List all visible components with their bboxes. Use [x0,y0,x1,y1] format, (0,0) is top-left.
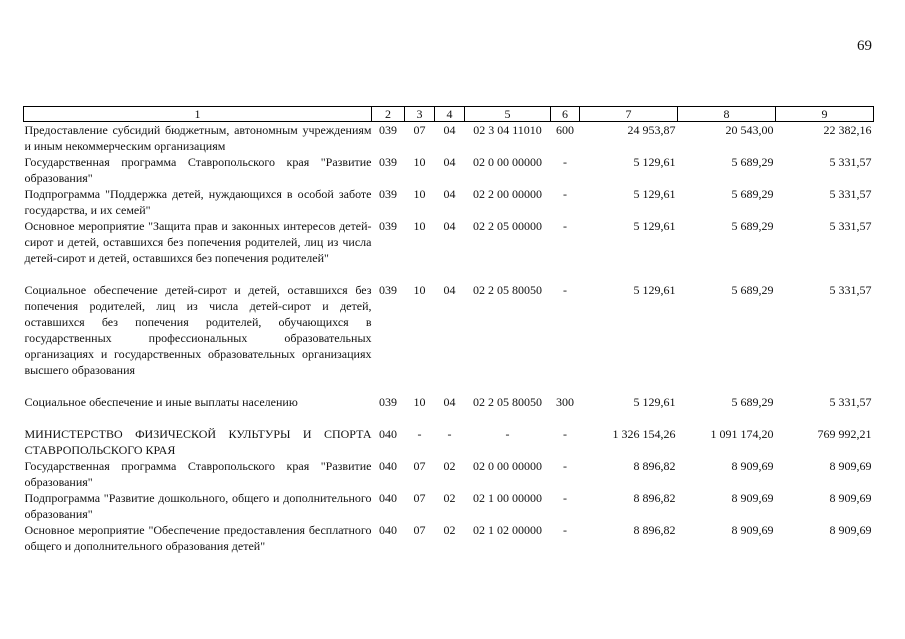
amount-col8: 5 689,29 [731,155,774,169]
amount-col9: 5 331,57 [829,219,872,233]
amount-col7: 8 896,82 [633,523,676,537]
ministry-code: 039 [379,283,397,297]
table-row [24,154,874,186]
expense-type: - [563,491,567,505]
amount-col8: 5 689,29 [731,283,774,297]
table-row [24,426,874,458]
section-code: 07 [413,123,426,137]
expense-type: - [563,187,567,201]
column-header: 1 [24,107,372,122]
target-code: 02 1 00 00000 [473,491,542,505]
table-row [24,282,874,394]
row-name: Подпрограмма "Развитие дошкольного, общего и дополнительного образования" [24,491,372,521]
subsection-code: 04 [443,187,456,201]
section-code: 10 [413,219,426,233]
section-code: 10 [413,155,426,169]
column-header: 7 [580,107,678,122]
ministry-code: 040 [379,427,397,441]
section-code: 10 [413,283,426,297]
subsection-code: - [447,427,452,441]
ministry-code: 040 [379,523,397,537]
column-header: 4 [435,107,465,122]
ministry-code: 040 [379,491,397,505]
amount-col9: 22 382,16 [823,123,872,137]
target-code: - [505,427,510,441]
row-name: Государственная программа Ставропольского края "Развитие образования" [24,155,372,185]
column-header: 2 [372,107,405,122]
amount-col7: 8 896,82 [633,491,676,505]
table-row [24,218,874,282]
expense-type: - [563,523,567,537]
table-row [24,394,874,426]
subsection-code: 02 [443,523,456,537]
column-header: 8 [678,107,776,122]
target-code: 02 2 05 80050 [473,395,542,409]
subsection-code: 04 [443,155,456,169]
amount-col8: 8 909,69 [731,523,774,537]
row-name: МИНИСТЕРСТВО ФИЗИЧЕСКОЙ КУЛЬТУРЫ И СПОРТА СТАВРОПОЛЬСКОГО КРАЯ [24,427,372,457]
table-row [24,522,874,554]
table-row [24,122,874,155]
amount-col7: 24 953,87 [627,123,676,137]
amount-col7: 1 326 154,26 [612,427,676,441]
section-code: 07 [413,523,426,537]
target-code: 02 2 05 80050 [473,283,542,297]
subsection-code: 04 [443,395,456,409]
amount-col9: 8 909,69 [829,523,872,537]
table-row [24,186,874,218]
column-header: 6 [551,107,580,122]
target-code: 02 2 00 00000 [473,187,542,201]
amount-col9: 5 331,57 [829,395,872,409]
target-code: 02 3 04 11010 [473,123,542,137]
ministry-code: 039 [379,187,397,201]
expense-type: 300 [556,395,574,409]
amount-col7: 5 129,61 [633,219,676,233]
amount-col8: 20 543,00 [725,123,774,137]
header-row [24,107,874,122]
amount-col8: 5 689,29 [731,187,774,201]
row-name: Социальное обеспечение детей-сирот и детей, оставшихся без попечения родителей, лиц из числа детей-сирот и детей, оставшихся без попечения родителей, обучающихся в государственных профессиональных образовательных организациях и государственных образовательных организациях высшего образования [24,283,372,377]
row-name: Основное мероприятие "Обеспечение предоставления бесплатного общего и дополнительного образования детей" [24,523,372,553]
section-code: 07 [413,491,426,505]
row-name: Основное мероприятие "Защита прав и законных интересов детей-сирот и детей, оставшихся без попечения родителей, лиц из числа детей-сирот и детей, оставшихся без попечения родителей" [24,219,372,265]
amount-col7: 5 129,61 [633,155,676,169]
amount-col7: 5 129,61 [633,187,676,201]
expense-type: - [563,219,567,233]
column-header: 9 [776,107,874,122]
section-code: - [417,427,422,441]
section-code: 10 [413,395,426,409]
amount-col7: 8 896,82 [633,459,676,473]
subsection-code: 04 [443,219,456,233]
ministry-code: 039 [379,155,397,169]
ministry-code: 039 [379,123,397,137]
column-header: 3 [405,107,435,122]
amount-col8: 5 689,29 [731,395,774,409]
amount-col8: 8 909,69 [731,491,774,505]
row-name: Социальное обеспечение и иные выплаты населению [24,395,298,409]
amount-col7: 5 129,61 [633,283,676,297]
amount-col9: 8 909,69 [829,491,872,505]
amount-col9: 5 331,57 [829,283,872,297]
target-code: 02 0 00 00000 [473,459,542,473]
ministry-code: 039 [379,395,397,409]
target-code: 02 1 02 00000 [473,523,542,537]
ministry-code: 040 [379,459,397,473]
table-row [24,490,874,522]
row-name: Подпрограмма "Поддержка детей, нуждающихся в особой заботе государства, и их семей" [24,187,372,217]
page-number: 69 [857,38,872,54]
subsection-code: 02 [443,491,456,505]
amount-col9: 5 331,57 [829,187,872,201]
ministry-code: 039 [379,219,397,233]
column-header: 5 [465,107,551,122]
expense-type: - [563,459,567,473]
expense-type: - [563,283,567,297]
amount-col9: 5 331,57 [829,155,872,169]
section-code: 07 [413,459,426,473]
section-code: 10 [413,187,426,201]
amount-col8: 1 091 174,20 [710,427,774,441]
amount-col7: 5 129,61 [633,395,676,409]
subsection-code: 04 [443,123,456,137]
target-code: 02 0 00 00000 [473,155,542,169]
row-name: Государственная программа Ставропольского края "Развитие образования" [24,459,372,489]
subsection-code: 02 [443,459,456,473]
expense-type: - [563,427,567,441]
table-row [24,458,874,490]
subsection-code: 04 [443,283,456,297]
amount-col9: 769 992,21 [817,427,872,441]
expense-type: - [563,155,567,169]
expense-type: 600 [556,123,574,137]
amount-col8: 5 689,29 [731,219,774,233]
budget-table [23,106,874,554]
amount-col9: 8 909,69 [829,459,872,473]
amount-col8: 8 909,69 [731,459,774,473]
row-name: Предоставление субсидий бюджетным, автономным учреждениям и иным некоммерческим организациям [24,123,372,153]
target-code: 02 2 05 00000 [473,219,542,233]
